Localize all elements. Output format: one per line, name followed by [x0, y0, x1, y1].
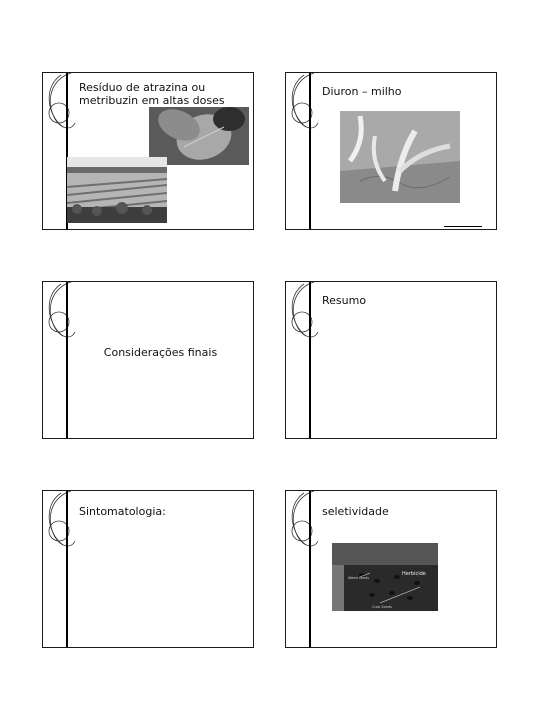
slide-decoration: [42, 490, 81, 559]
slide-title: Diuron – milho: [322, 85, 402, 98]
slide-title: Resíduo de atrazina ou metribuzin em altas doses: [79, 81, 225, 107]
slide-5: [42, 490, 254, 648]
maize-photo: [340, 111, 460, 203]
slide-decoration: [285, 490, 324, 559]
slide-2: [285, 72, 497, 230]
slide-title: Resumo: [322, 294, 367, 307]
slide-decoration: [285, 72, 324, 141]
slide-6: [285, 490, 497, 648]
slide-divider: [309, 491, 311, 647]
slide-decoration: [42, 281, 81, 350]
crop-seeds-label: Crop Seeds: [372, 605, 392, 609]
herbicide-label: Herbicide: [402, 571, 426, 577]
slide-divider: [309, 282, 311, 438]
slide-3: [42, 281, 254, 439]
slide-1: [42, 72, 254, 230]
slide-divider: [309, 73, 311, 229]
slide-center-title: Considerações finais: [103, 346, 218, 359]
slide-decoration: [42, 72, 81, 141]
selectivity-diagram: [332, 543, 438, 611]
slide-divider: [66, 282, 68, 438]
slide-4: [285, 281, 497, 439]
weed-seeds-label: Weed seeds: [348, 576, 370, 580]
slide-title: seletividade: [322, 505, 389, 518]
slide-footer-line: [444, 226, 482, 227]
slide-title: Sintomatologia:: [79, 505, 166, 518]
field-photo: [67, 157, 167, 223]
slide-divider: [66, 491, 68, 647]
slide-decoration: [285, 281, 324, 350]
